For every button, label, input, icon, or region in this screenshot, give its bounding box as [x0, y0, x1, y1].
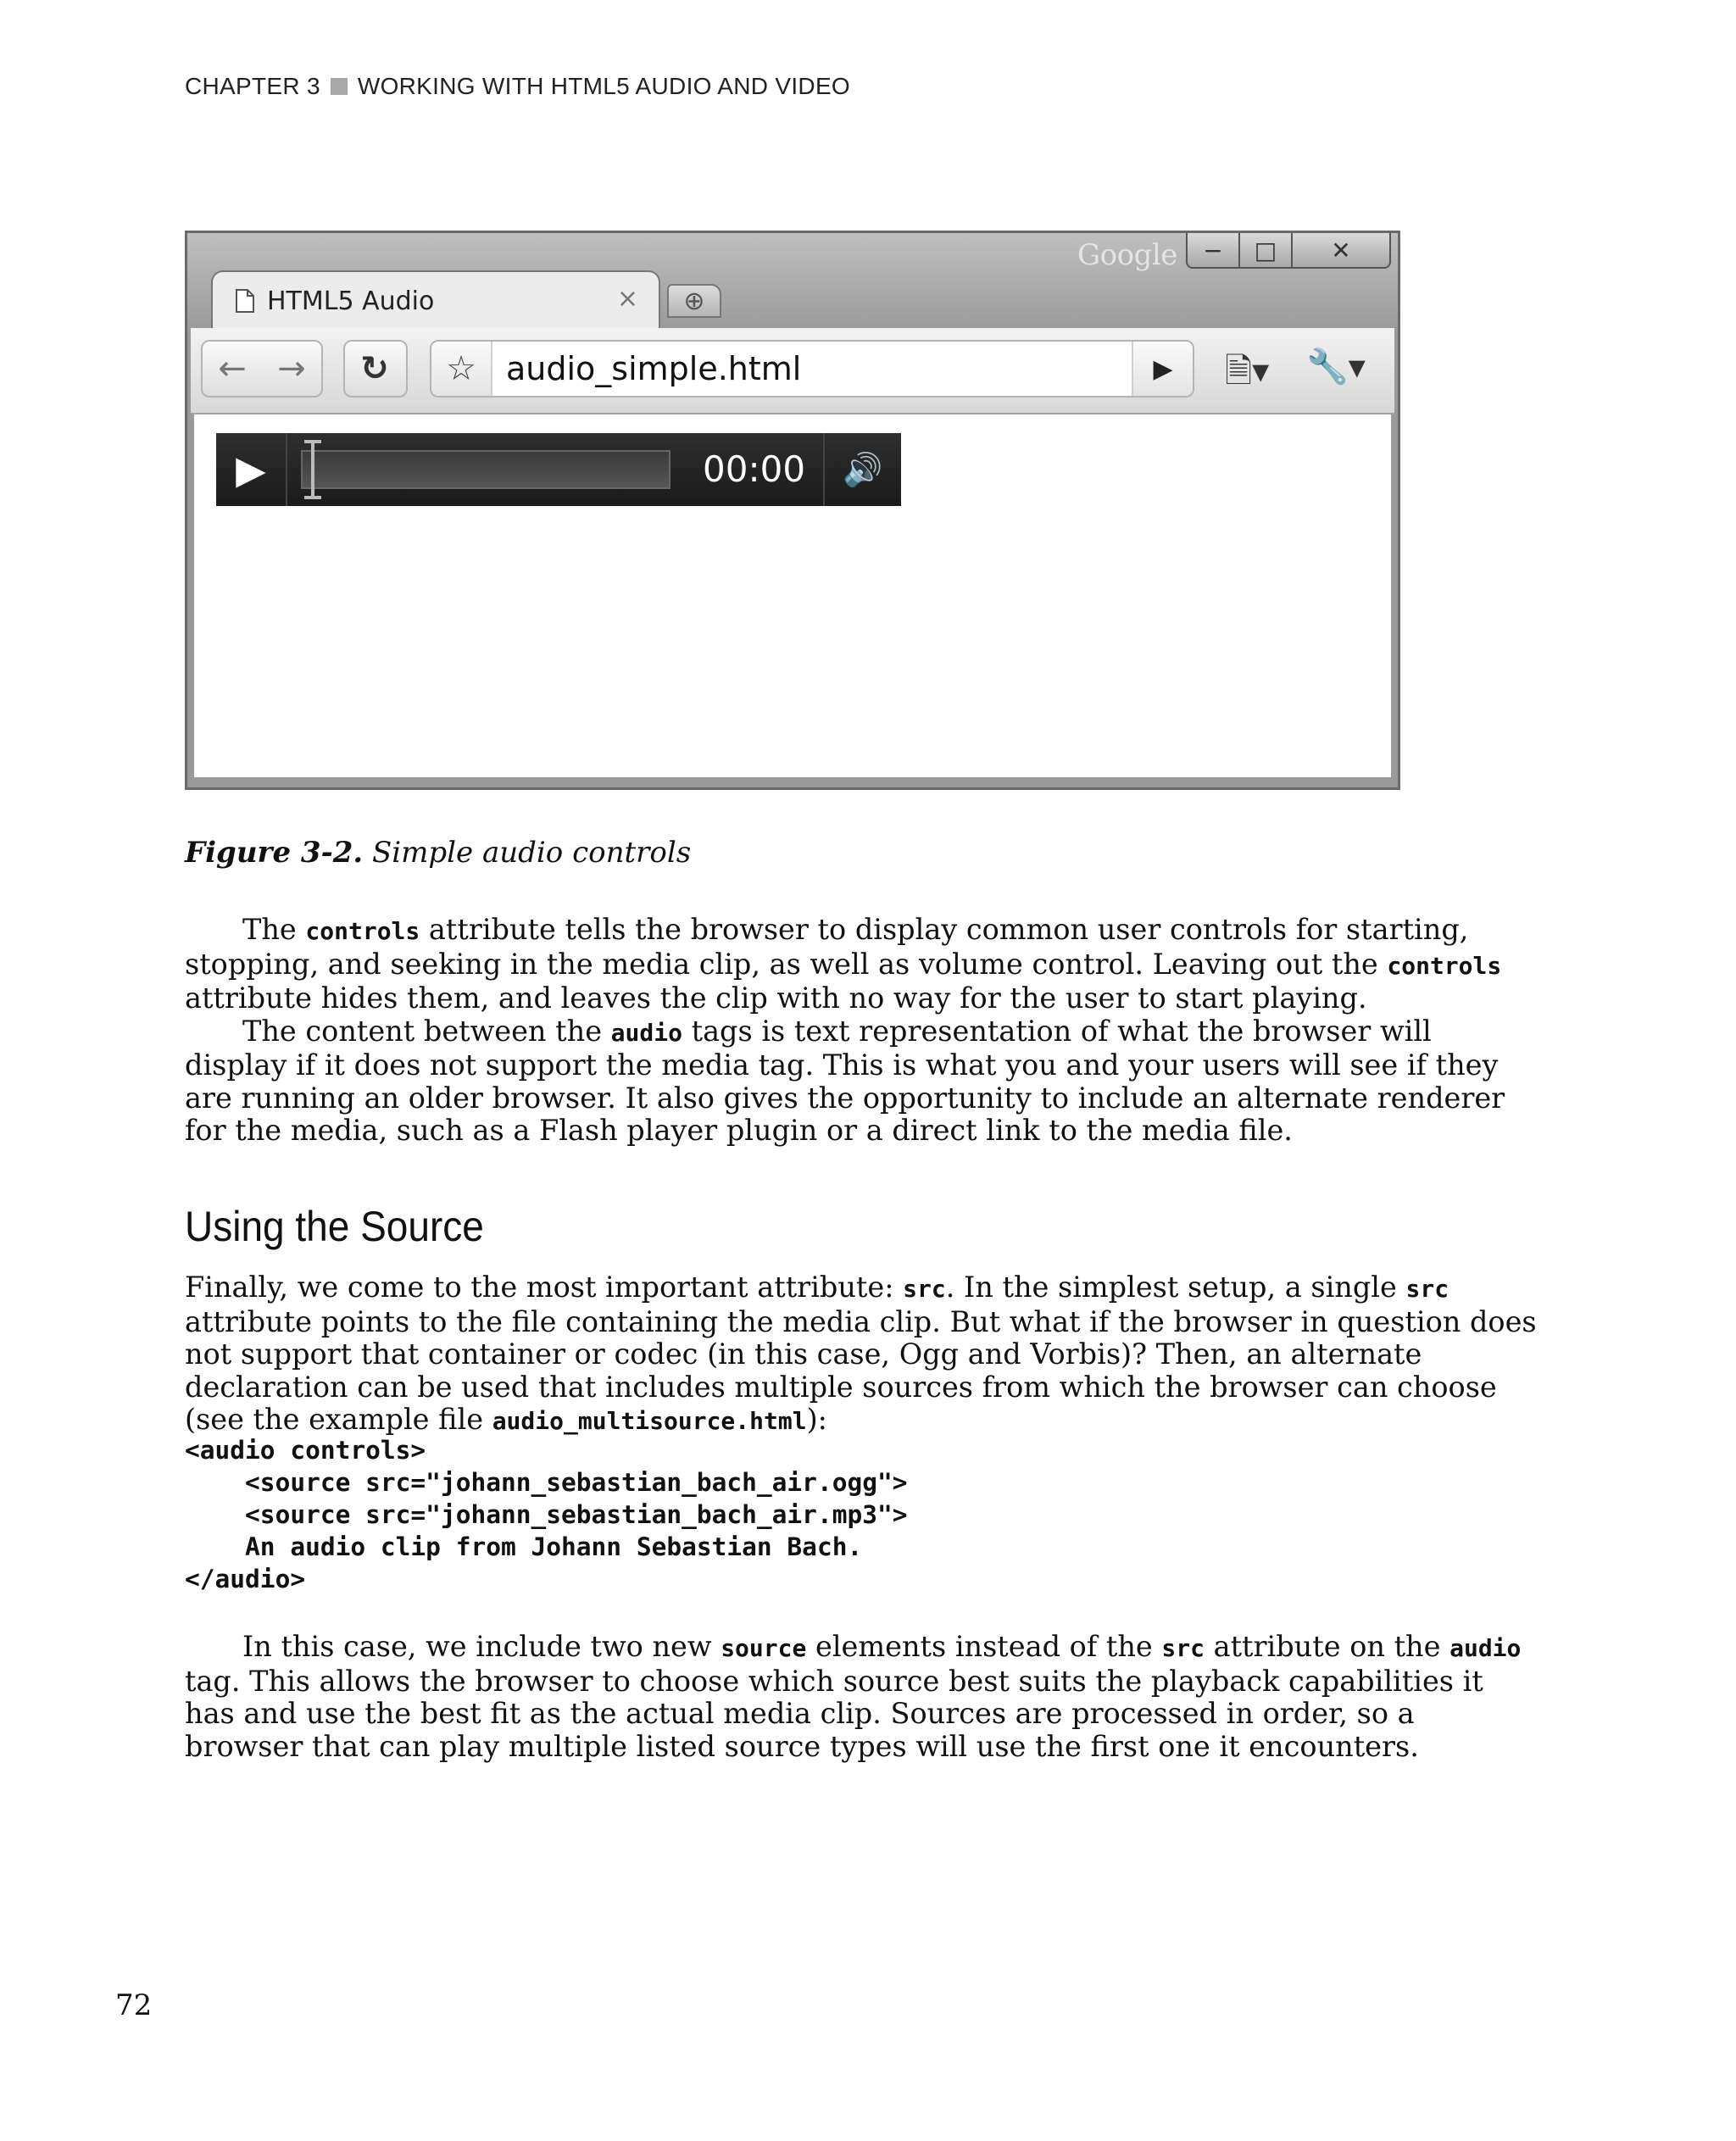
inline-code: controls — [305, 917, 420, 945]
chapter-title: WORKING WITH HTML5 AUDIO AND VIDEO — [357, 73, 850, 99]
close-icon[interactable]: ✕ — [1291, 233, 1391, 269]
figure-caption — [185, 836, 691, 870]
body-text-block-2 — [185, 1271, 1541, 1438]
text-run: ): — [806, 1403, 827, 1436]
page-menu-icon[interactable]: 🗎▾ — [1225, 352, 1270, 391]
caption-text: Simple audio controls — [363, 836, 692, 870]
running-head — [185, 73, 850, 100]
reload-icon[interactable]: ↻ — [360, 349, 389, 388]
paragraph — [185, 1271, 1541, 1438]
text-run: elements instead of the — [806, 1630, 1162, 1663]
maximize-icon[interactable]: □ — [1238, 233, 1293, 269]
address-url: audio_simple.html — [506, 350, 802, 387]
forward-arrow-icon[interactable]: → — [277, 349, 306, 388]
inline-code: controls — [1387, 951, 1502, 980]
browser-toolbar — [191, 328, 1394, 414]
inline-code: src — [903, 1275, 946, 1303]
inline-code: audio_multisource.html — [492, 1407, 807, 1435]
square-separator-icon — [331, 78, 348, 95]
seek-thumb[interactable] — [304, 440, 321, 499]
window-controls — [1188, 233, 1391, 270]
caption-label: Figure 3-2. — [185, 836, 364, 870]
page-number: 72 — [115, 1988, 153, 2022]
paragraph — [185, 914, 1541, 1015]
paragraph — [185, 1631, 1541, 1763]
text-run: tags is text representation of what the browser will display if it does not support the media tag. This is what you and your users will see if they are running an older browser. It also gives the opportunity to include an alternate renderer for the media, such as a Flash player plugin or a direct link to the media file. — [185, 1014, 1505, 1147]
inline-code: audio — [1449, 1634, 1522, 1662]
google-logo: Google — [1077, 238, 1177, 272]
audio-player — [216, 433, 901, 506]
seek-bar[interactable] — [301, 450, 670, 489]
inline-code: src — [1405, 1275, 1449, 1303]
tab-close-icon[interactable]: × — [616, 284, 638, 314]
inline-code: src — [1161, 1634, 1205, 1662]
text-run: . In the simplest setup, a single — [945, 1271, 1406, 1304]
page-viewport — [194, 414, 1391, 777]
page-icon — [235, 288, 255, 314]
play-icon[interactable]: ▶ — [216, 433, 287, 506]
chapter-label: CHAPTER 3 — [185, 73, 320, 99]
text-run: tag. This allows the browser to choose which source best suits the playback capabilities it has and use the best fit as the actual media clip. Sources are processed in order, so a browser that can play multiple listed source types will use the first one it encounters. — [185, 1664, 1483, 1763]
text-run: attribute hides them, and leaves the clip with no way for the user to start playing. — [185, 982, 1367, 1015]
browser-tab[interactable] — [211, 270, 660, 330]
figure-browser-screenshot — [185, 231, 1400, 790]
reload-group — [343, 340, 408, 398]
text-run: Finally, we come to the most important attribute: — [185, 1271, 904, 1304]
inline-code: source — [721, 1634, 807, 1662]
text-run: The content between the — [242, 1014, 611, 1048]
body-text-block-1 — [185, 914, 1541, 1148]
back-arrow-icon[interactable]: ← — [218, 349, 247, 388]
go-icon[interactable]: ▶ — [1132, 342, 1193, 396]
wrench-menu-icon[interactable]: 🔧▾ — [1306, 348, 1366, 386]
new-tab-icon[interactable]: ⊕ — [667, 284, 721, 318]
time-display: 00:00 — [703, 448, 806, 490]
code-listing: <audio controls> <source src="johann_sebastian_bach_air.ogg"> <source src="johann_sebastian_bach_air.mp3"> An audio clip from Johann Sebastian Bach. </audio> — [185, 1436, 908, 1593]
text-run: In this case, we include two new — [242, 1630, 721, 1663]
minimize-icon[interactable]: − — [1186, 233, 1240, 269]
text-run: attribute on the — [1204, 1630, 1450, 1663]
body-text-block-3 — [185, 1631, 1541, 1763]
text-run: attribute tells the browser to display common user controls for starting, stopping, and seeking in the media clip, as well as volume control. Leaving out the — [185, 913, 1469, 981]
text-run: The — [242, 913, 306, 946]
volume-icon[interactable]: 🔊 — [823, 433, 901, 506]
bookmark-star-icon[interactable]: ☆ — [431, 342, 492, 396]
section-heading: Using the Source — [185, 1203, 484, 1250]
address-bar[interactable] — [430, 340, 1194, 398]
nav-buttons — [201, 340, 323, 398]
paragraph — [185, 1015, 1541, 1148]
text-run: attribute points to the file containing the media clip. But what if the browser in question does not support that container or codec (in this case, Ogg and Vorbis)? Then, an alternate declaration can be used that includes multiple sources from which the browser can choose (see the example file — [185, 1304, 1537, 1436]
tab-title: HTML5 Audio — [267, 286, 435, 316]
inline-code: audio — [610, 1018, 682, 1047]
